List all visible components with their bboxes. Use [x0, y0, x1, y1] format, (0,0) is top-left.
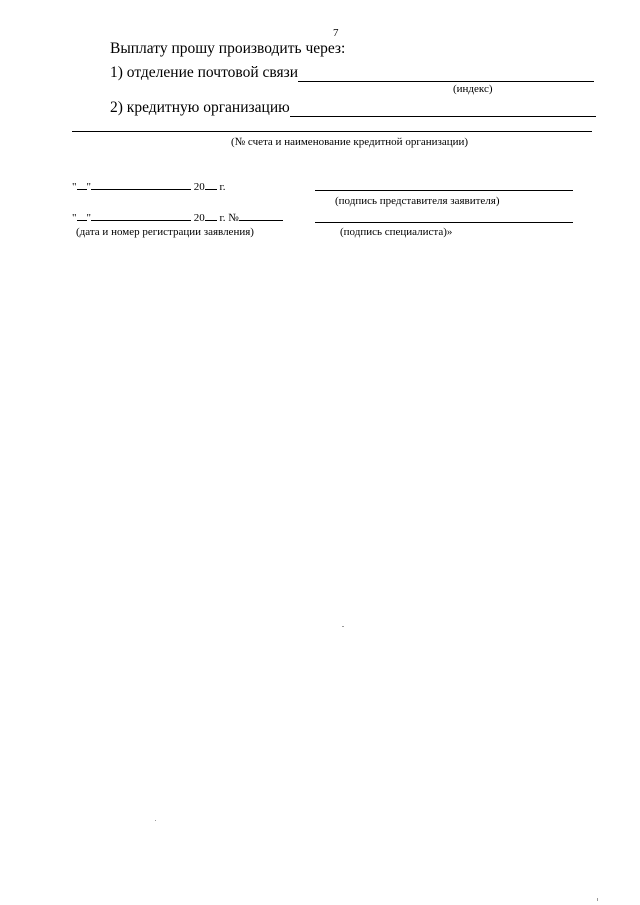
year-blank[interactable] [205, 179, 217, 190]
quote-open: " [72, 181, 77, 193]
specialist-signature-line[interactable] [315, 222, 573, 223]
scan-speck [342, 626, 344, 627]
account-fill-line[interactable] [72, 131, 592, 132]
credit-organization-fill-line[interactable] [290, 102, 596, 117]
year-prefix: 20 [193, 181, 205, 193]
month-blank[interactable] [91, 179, 191, 190]
page-number: 7 [333, 27, 339, 39]
date-line-applicant [72, 179, 226, 193]
quote-close: " [86, 181, 91, 193]
applicant-signature-caption: (подпись представителя заявителя) [335, 195, 500, 207]
payment-method-heading: Выплату прошу производить через: [110, 40, 346, 57]
quote-open: " [72, 212, 77, 224]
day-blank[interactable] [77, 179, 87, 190]
year-number-suffix: г. № [219, 212, 239, 224]
option-credit-organization [110, 99, 596, 117]
specialist-signature-caption: (подпись специалиста)» [340, 226, 453, 238]
applicant-signature-line[interactable] [315, 190, 573, 191]
year-suffix: г. [219, 181, 226, 193]
option-credit-organization-label: 2) кредитную организацию [110, 99, 290, 116]
quote-close: " [86, 212, 91, 224]
date-line-registration [72, 210, 283, 224]
option-post-office [110, 64, 594, 82]
index-caption: (индекс) [453, 83, 493, 95]
account-caption: (№ счета и наименование кредитной организации) [231, 136, 469, 148]
month-blank[interactable] [91, 210, 191, 221]
registration-caption: (дата и номер регистрации заявления) [76, 226, 254, 238]
year-blank[interactable] [205, 210, 217, 221]
scan-speck [155, 820, 156, 821]
registration-number-blank[interactable] [239, 210, 283, 221]
day-blank[interactable] [77, 210, 87, 221]
post-office-fill-line[interactable] [298, 67, 594, 82]
scan-speck [597, 898, 598, 901]
year-prefix: 20 [193, 212, 205, 224]
option-post-office-label: 1) отделение почтовой связи [110, 64, 299, 81]
